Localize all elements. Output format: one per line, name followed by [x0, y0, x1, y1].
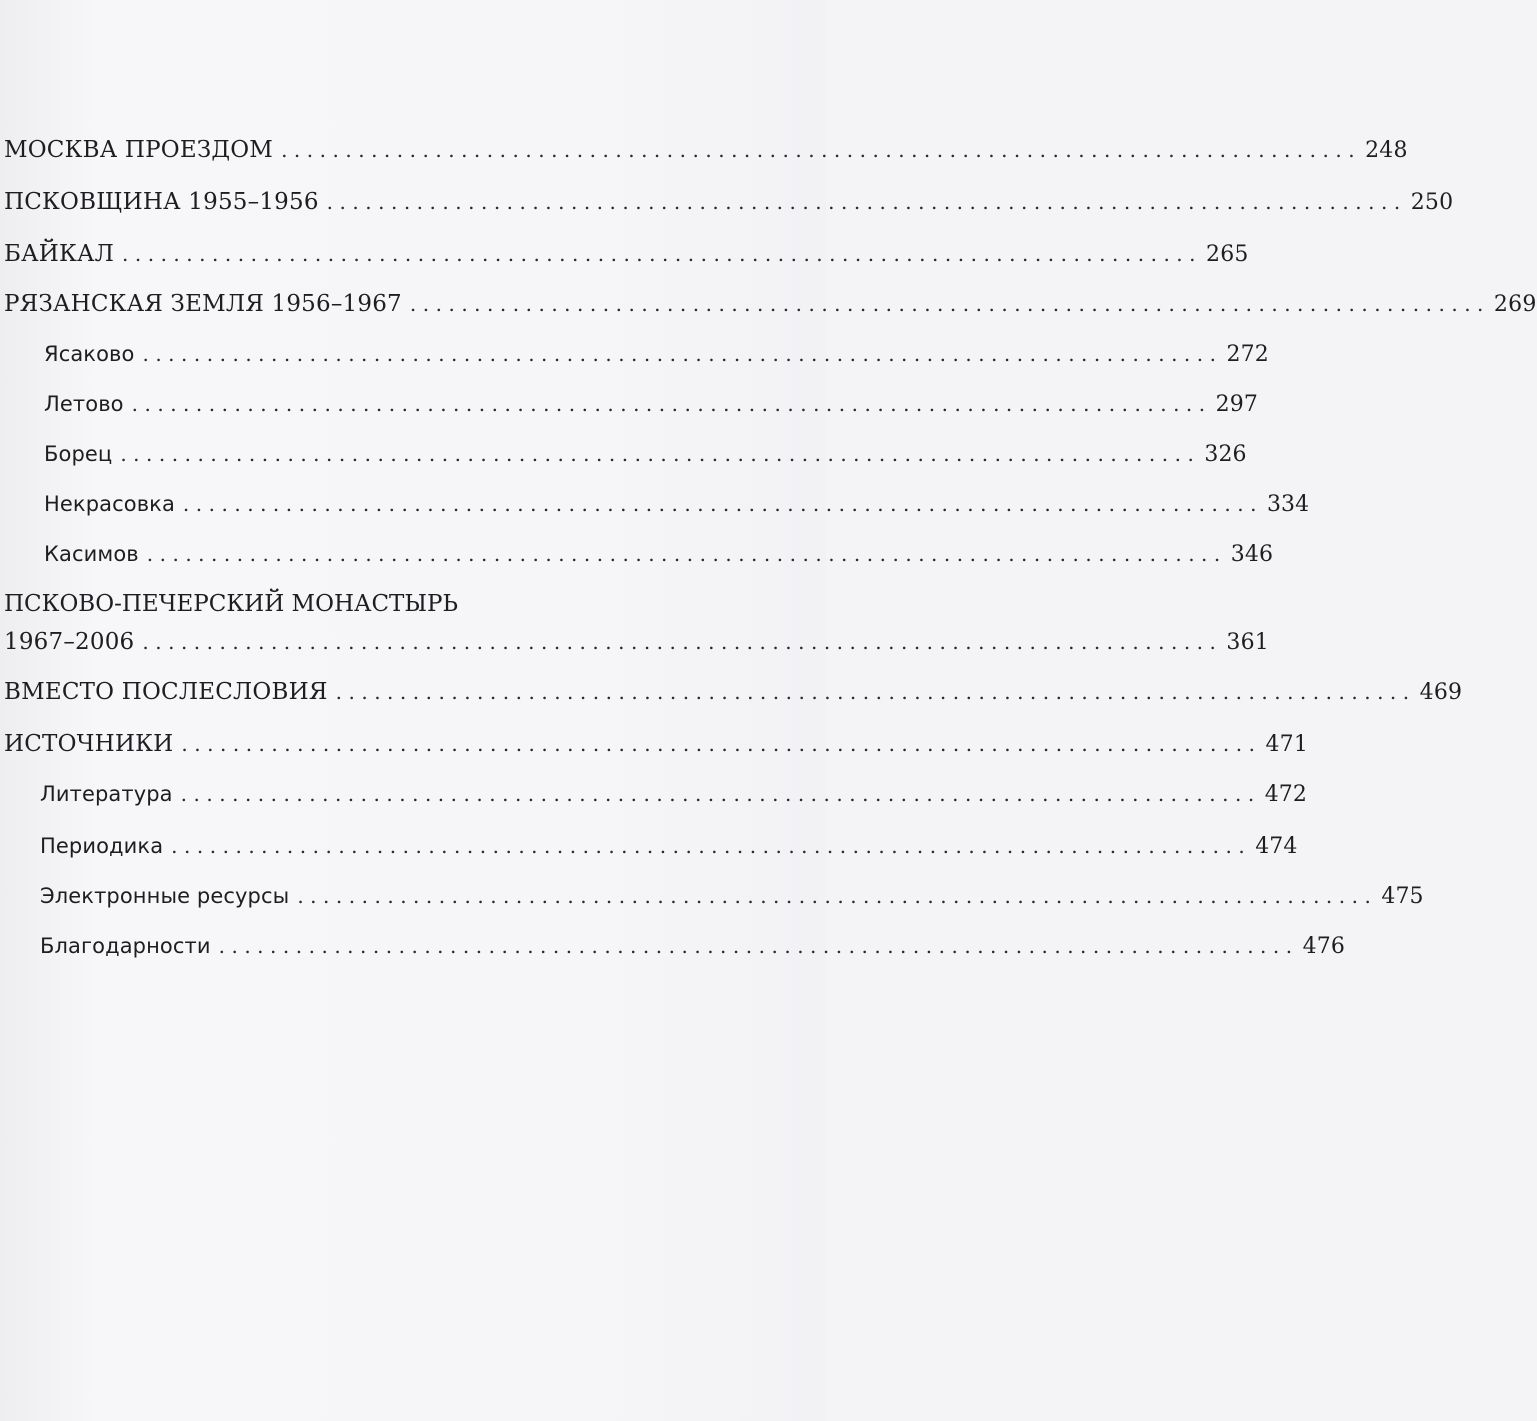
- toc-entry-page: 326: [1204, 442, 1247, 467]
- dot-leader: ....................................................................................: [409, 292, 1490, 316]
- toc-entry-title: ПСКОВЩИНА 1955–1956: [4, 189, 319, 215]
- toc-entry-page: 334: [1266, 492, 1310, 517]
- toc-entry-page: 471: [1265, 732, 1309, 757]
- dot-leader: ....................................................................................: [120, 442, 1201, 466]
- toc-entry-title: Летово: [44, 392, 124, 416]
- toc-entry-moscow: [4, 132, 1408, 168]
- dot-leader: ....................................................................................: [180, 782, 1261, 806]
- toc-entry-page: 297: [1215, 392, 1258, 417]
- toc-entry-page: 250: [1410, 190, 1454, 215]
- toc-entry-sources: [4, 726, 1309, 762]
- toc-entry-title: Касимов: [44, 542, 139, 566]
- toc-entry-kasimov: [44, 536, 1274, 572]
- toc-entry-title-continuation: 1967–2006: [4, 629, 135, 655]
- toc-entry-page: 476: [1302, 934, 1345, 959]
- toc-entry-pskovshchina: [4, 184, 1454, 220]
- toc-entry-baikal: [4, 236, 1249, 272]
- toc-entry-page: 346: [1230, 542, 1274, 567]
- toc-entry-yasakovo: [44, 336, 1269, 372]
- dot-leader: ....................................................................................: [131, 392, 1212, 416]
- dot-leader: ....................................................................................: [326, 190, 1407, 214]
- toc-entry-monastery: [4, 624, 1269, 660]
- toc-entry-page: 248: [1365, 138, 1408, 163]
- dot-leader: ....................................................................................: [122, 242, 1203, 266]
- toc-entry-monastery-title: ПСКОВО-ПЕЧЕРСКИЙ МОНАСТЫРЬ: [4, 591, 458, 617]
- dot-leader: ....................................................................................: [182, 492, 1263, 516]
- toc-entry-title: Периодика: [40, 834, 164, 858]
- toc-entry-title: Борец: [44, 442, 113, 466]
- toc-entry-title: РЯЗАНСКАЯ ЗЕМЛЯ 1956–1967: [4, 291, 402, 317]
- toc-entry-letovo: [44, 386, 1258, 422]
- toc-entry-page: 475: [1381, 884, 1424, 909]
- toc-entry-title: ИСТОЧНИКИ: [4, 731, 174, 757]
- toc-entry-title: Литература: [40, 782, 173, 806]
- toc-entry-periodicals: [40, 828, 1298, 864]
- toc-entry-borets: [44, 436, 1247, 472]
- toc-entry-page: 469: [1419, 680, 1463, 705]
- toc-entry-title: ВМЕСТО ПОСЛЕСЛОВИЯ: [4, 679, 328, 705]
- dot-leader: ....................................................................................: [281, 138, 1362, 162]
- dot-leader: ....................................................................................: [146, 542, 1227, 566]
- toc-entry-title: МОСКВА ПРОЕЗДОМ: [4, 137, 274, 163]
- toc-entry-title: Некрасовка: [44, 492, 175, 516]
- dot-leader: ....................................................................................: [181, 732, 1262, 756]
- dot-leader: ....................................................................................: [171, 834, 1252, 858]
- toc-entry-page: 265: [1206, 242, 1249, 267]
- toc-entry-electronic-resources: [40, 878, 1424, 914]
- toc-entry-afterword: [4, 674, 1463, 710]
- toc-entry-page: 361: [1226, 630, 1269, 655]
- toc-entry-ryazan: [4, 286, 1537, 322]
- dot-leader: ....................................................................................: [297, 884, 1378, 908]
- toc-entry-title: БАЙКАЛ: [4, 241, 114, 267]
- dot-leader: ....................................................................................: [218, 934, 1299, 958]
- toc-entry-title: Ясаково: [44, 342, 135, 366]
- toc-entry-page: 272: [1226, 342, 1269, 367]
- toc-entry-nekrasovka: [44, 486, 1310, 522]
- toc-entry-title: Электронные ресурсы: [40, 884, 290, 908]
- dot-leader: ....................................................................................: [142, 630, 1223, 654]
- dot-leader: ....................................................................................: [335, 680, 1416, 704]
- toc-entry-acknowledgements: [40, 928, 1345, 964]
- dot-leader: ....................................................................................: [142, 342, 1223, 366]
- toc-entry-page: 474: [1255, 834, 1298, 859]
- toc-entry-literature: [40, 776, 1307, 812]
- toc-entry-page: 269: [1493, 292, 1537, 317]
- toc-entry-title: Благодарности: [40, 934, 211, 958]
- toc-entry-page: 472: [1264, 782, 1307, 807]
